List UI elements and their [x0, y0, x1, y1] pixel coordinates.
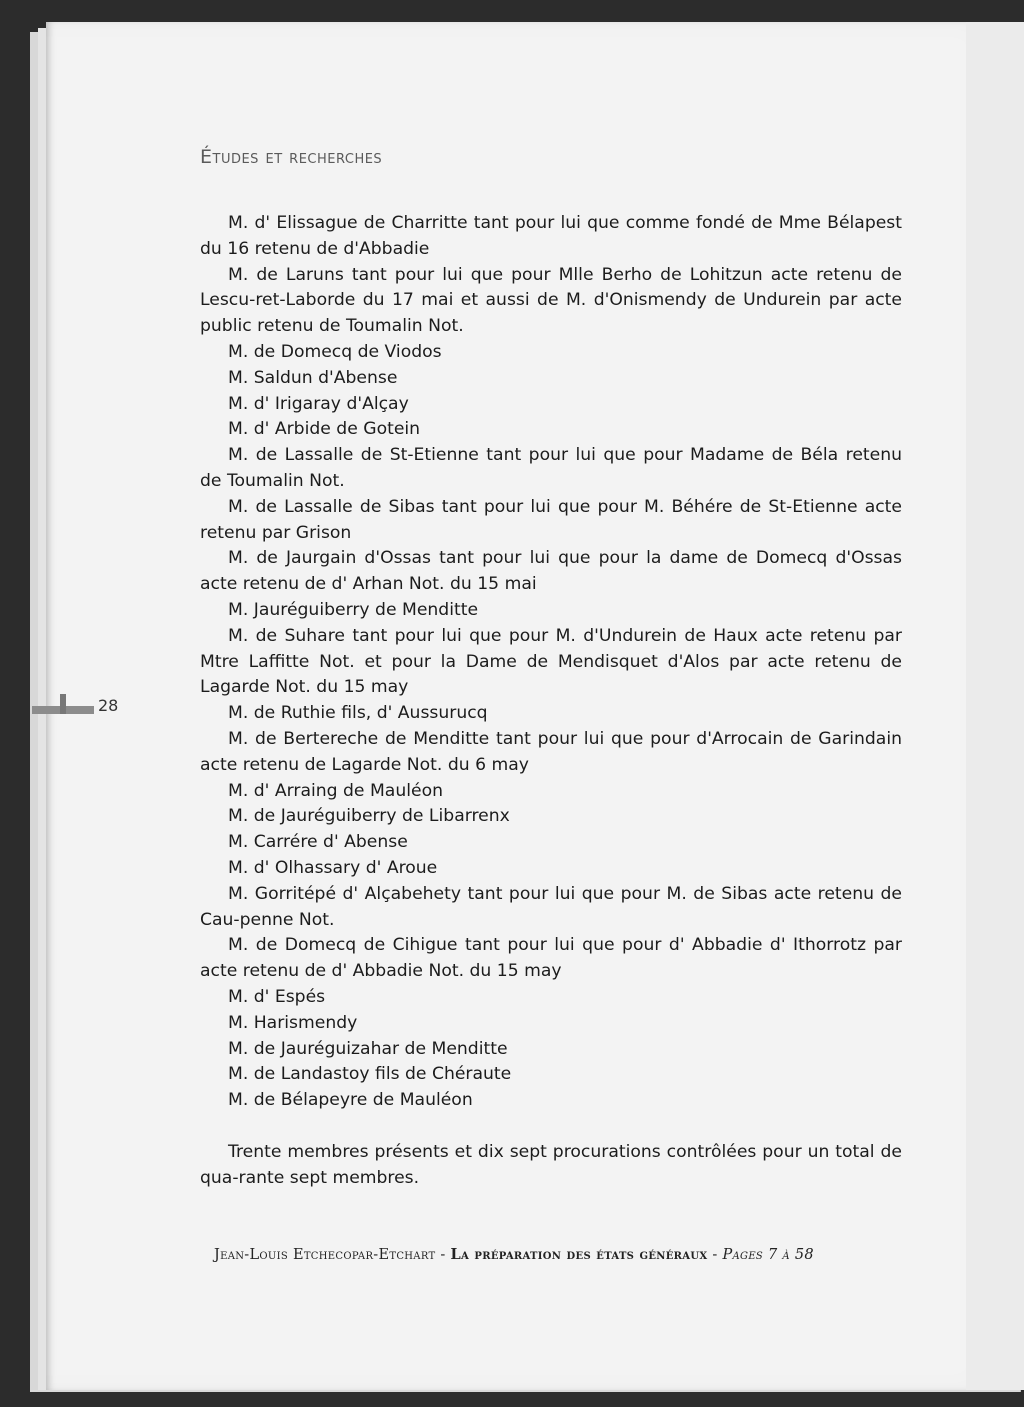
- paragraph: M. de Domecq de Viodos: [228, 341, 442, 362]
- paragraph: M. de Landastoy fils de Chéraute: [228, 1064, 512, 1085]
- paragraph: M. de Lassalle de Sibas tant pour lui que pour M. Béhére de St-Etienne acte retenu par Grison: [200, 496, 902, 543]
- paragraph: M. d' Irigaray d'Alçay: [228, 393, 409, 414]
- paragraph: M. de Jaurgain d'Ossas tant pour lui que pour la dame de Domecq d'Ossas acte retenu de d' Arhan Not. du 15 mai: [200, 548, 902, 595]
- paragraph: M. de Domecq de Cihigue tant pour lui que pour d' Abbadie d' Ithorrotz par acte retenu de d' Abbadie Not. du 15 may: [200, 935, 902, 982]
- paragraph: M. de Jauréguiberry de Libarrenx: [228, 806, 510, 827]
- paragraph: M. de Lassalle de St-Etienne tant pour lui que pour Madame de Béla retenu de Toumalin Not.: [200, 445, 902, 491]
- paragraph: M. de Laruns tant pour lui que pour Mlle Berho de Lohitzun acte retenu de Lescu-ret-Laborde du 17 mai et aussi de M. d'Onismendy de Undurein par acte public retenu de Toumalin Not.: [200, 264, 902, 337]
- paragraph: M. d' Olhassary d' Aroue: [228, 857, 438, 878]
- running-footer: [214, 1246, 904, 1263]
- paragraph: M. de Ruthie fils, d' Aussurucq: [228, 703, 488, 724]
- footer-pages: Pages 7 à 58: [722, 1247, 814, 1263]
- footer-author: Jean-Louis Etchecopar-Etchart: [214, 1247, 436, 1263]
- paragraph-spacer: [200, 1114, 902, 1140]
- paragraph: M. d' Elissague de Charritte tant pour lui que comme fondé de Mme Bélapest du 16 retenu de d'Abbadie: [200, 213, 902, 259]
- paragraph: M. d' Arbide de Gotein: [228, 419, 421, 440]
- paragraph: M. Jauréguiberry de Menditte: [228, 599, 479, 620]
- paragraph: M. d' Espés: [228, 986, 326, 1007]
- facing-page-edge: [966, 22, 1024, 1390]
- section-header: Études et recherches: [200, 146, 383, 168]
- paragraph: M. Harismendy: [228, 1012, 358, 1033]
- paragraph: M. d' Arraing de Mauléon: [228, 780, 443, 801]
- paragraph: M. Saldun d'Abense: [228, 367, 398, 388]
- footer-title: La préparation des états généraux: [450, 1246, 708, 1263]
- paragraph: M. de Bertereche de Menditte tant pour lui que pour d'Arrocain de Garindain acte retenu de Lagarde Not. du 6 may: [200, 728, 902, 775]
- paragraph: M. Carrére d' Abense: [228, 832, 408, 853]
- body-text: [200, 211, 902, 1191]
- closing-paragraph: Trente membres présents et dix sept procurations contrôlées pour un total de qua-rante sept membres.: [200, 1141, 902, 1188]
- paragraph: M. de Suhare tant pour lui que pour M. d'Undurein de Haux acte retenu par Mtre Laffitte Not. et pour la Dame de Mendisquet d'Alos par acte retenu de Lagarde Not. du 15 may: [200, 625, 902, 698]
- footer-separator: -: [435, 1247, 451, 1263]
- paragraph: M. de Jauréguizahar de Menditte: [228, 1038, 508, 1059]
- page-number: 28: [98, 696, 119, 715]
- page-number-tick: [60, 694, 66, 714]
- paragraph: M. Gorritépé d' Alçabehety tant pour lui que pour M. de Sibas acte retenu de Cau-penne Not.: [200, 883, 902, 930]
- footer-separator: -: [707, 1247, 723, 1263]
- paragraph: M. de Bélapeyre de Mauléon: [228, 1090, 473, 1111]
